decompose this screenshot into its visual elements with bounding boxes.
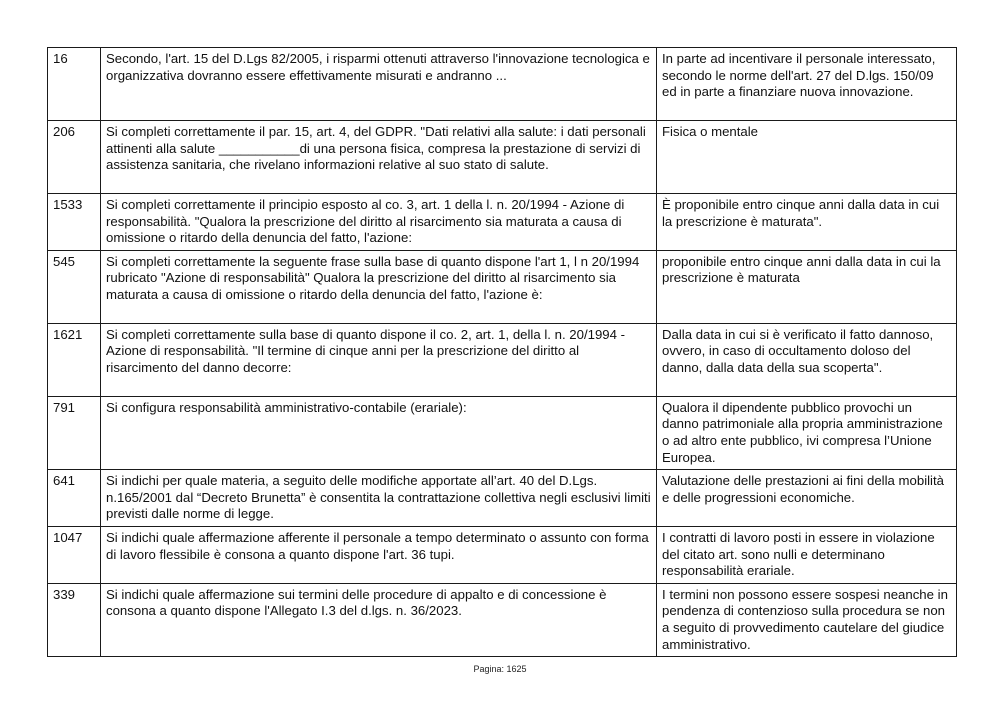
row-answer: Fisica o mentale (657, 121, 957, 194)
table-row (48, 194, 957, 251)
table-row (48, 323, 957, 396)
row-question: Si configura responsabilità amministrativo-contabile (erariale): (101, 396, 657, 469)
row-id: 339 (48, 583, 101, 656)
table-row (48, 583, 957, 656)
row-answer: In parte ad incentivare il personale interessato, secondo le norme dell'art. 27 del D.lgs. 150/09 ed in parte a finanziare nuova innovazione. (657, 48, 957, 121)
qa-table-body (48, 48, 957, 657)
row-id: 1621 (48, 323, 101, 396)
table-row (48, 121, 957, 194)
row-answer: Valutazione delle prestazioni ai fini della mobilità e delle progressioni economiche. (657, 470, 957, 527)
row-id: 791 (48, 396, 101, 469)
row-id: 206 (48, 121, 101, 194)
row-question: Si completi correttamente il principio esposto al co. 3, art. 1 della l. n. 20/1994 - Azione di responsabilità. "Qualora la prescrizione del diritto al risarcimento sia maturata a causa di omissione o ritardo della denuncia del fatto, l'azione: (101, 194, 657, 251)
qa-table (47, 47, 957, 657)
row-question: Si indichi quale affermazione sui termini delle procedure di appalto e di concessione è consona a quanto dispone l'Allegato I.3 del d.lgs. n. 36/2023. (101, 583, 657, 656)
row-id: 16 (48, 48, 101, 121)
row-question: Si indichi quale affermazione afferente il personale a tempo determinato o assunto con forma di lavoro flessibile è consona a quanto dispone l'art. 36 tupi. (101, 526, 657, 583)
table-row (48, 250, 957, 323)
row-question: Si completi correttamente il par. 15, art. 4, del GDPR. "Dati relativi alla salute: i dati personali attinenti alla salute ___________di una persona fisica, compresa la prestazione di servizi di assistenza sanitaria, che rivelano informazioni relative al suo stato di salute. (101, 121, 657, 194)
row-answer: È proponibile entro cinque anni dalla data in cui la prescrizione è maturata". (657, 194, 957, 251)
table-row (48, 470, 957, 527)
page-number: Pagina: 1625 (473, 664, 527, 674)
row-question: Si completi correttamente la seguente frase sulla base di quanto dispone l'art 1, l n 20/1994 rubricato "Azione di responsabilità" Qualora la prescrizione del diritto al risarcimento sia maturata a causa di omissione o ritardo della denuncia del fatto, l'azione è: (101, 250, 657, 323)
row-question: Si completi correttamente sulla base di quanto dispone il co. 2, art. 1, della l. n. 20/1994 - Azione di responsabilità. "Il termine di cinque anni per la prescrizione del diritto al risarcimento del danno decorre: (101, 323, 657, 396)
row-id: 1533 (48, 194, 101, 251)
row-id: 1047 (48, 526, 101, 583)
row-id: 641 (48, 470, 101, 527)
row-answer: Dalla data in cui si è verificato il fatto dannoso, ovvero, in caso di occultamento doloso del danno, dalla data della sua scoperta". (657, 323, 957, 396)
row-answer: I termini non possono essere sospesi neanche in pendenza di contenzioso sulla procedura se non a seguito di provvedimento cautelare del giudice amministrativo. (657, 583, 957, 656)
row-question: Si indichi per quale materia, a seguito delle modifiche apportate all’art. 40 del D.Lgs. n.165/2001 dal “Decreto Brunetta” è consentita la contrattazione collettiva negli esclusivi limiti previsti dalle norme di legge. (101, 470, 657, 527)
row-answer: Qualora il dipendente pubblico provochi un danno patrimoniale alla propria amministrazione o ad altro ente pubblico, ivi compresa l’Unione Europea. (657, 396, 957, 469)
row-answer: proponibile entro cinque anni dalla data in cui la prescrizione è maturata (657, 250, 957, 323)
row-id: 545 (48, 250, 101, 323)
table-row (48, 526, 957, 583)
row-answer: I contratti di lavoro posti in essere in violazione del citato art. sono nulli e determinano responsabilità erariale. (657, 526, 957, 583)
row-question: Secondo, l'art. 15 del D.Lgs 82/2005, i risparmi ottenuti attraverso l'innovazione tecnologica e organizzativa dovranno essere effettivamente misurati e andranno ... (101, 48, 657, 121)
table-row (48, 396, 957, 469)
table-row (48, 48, 957, 121)
